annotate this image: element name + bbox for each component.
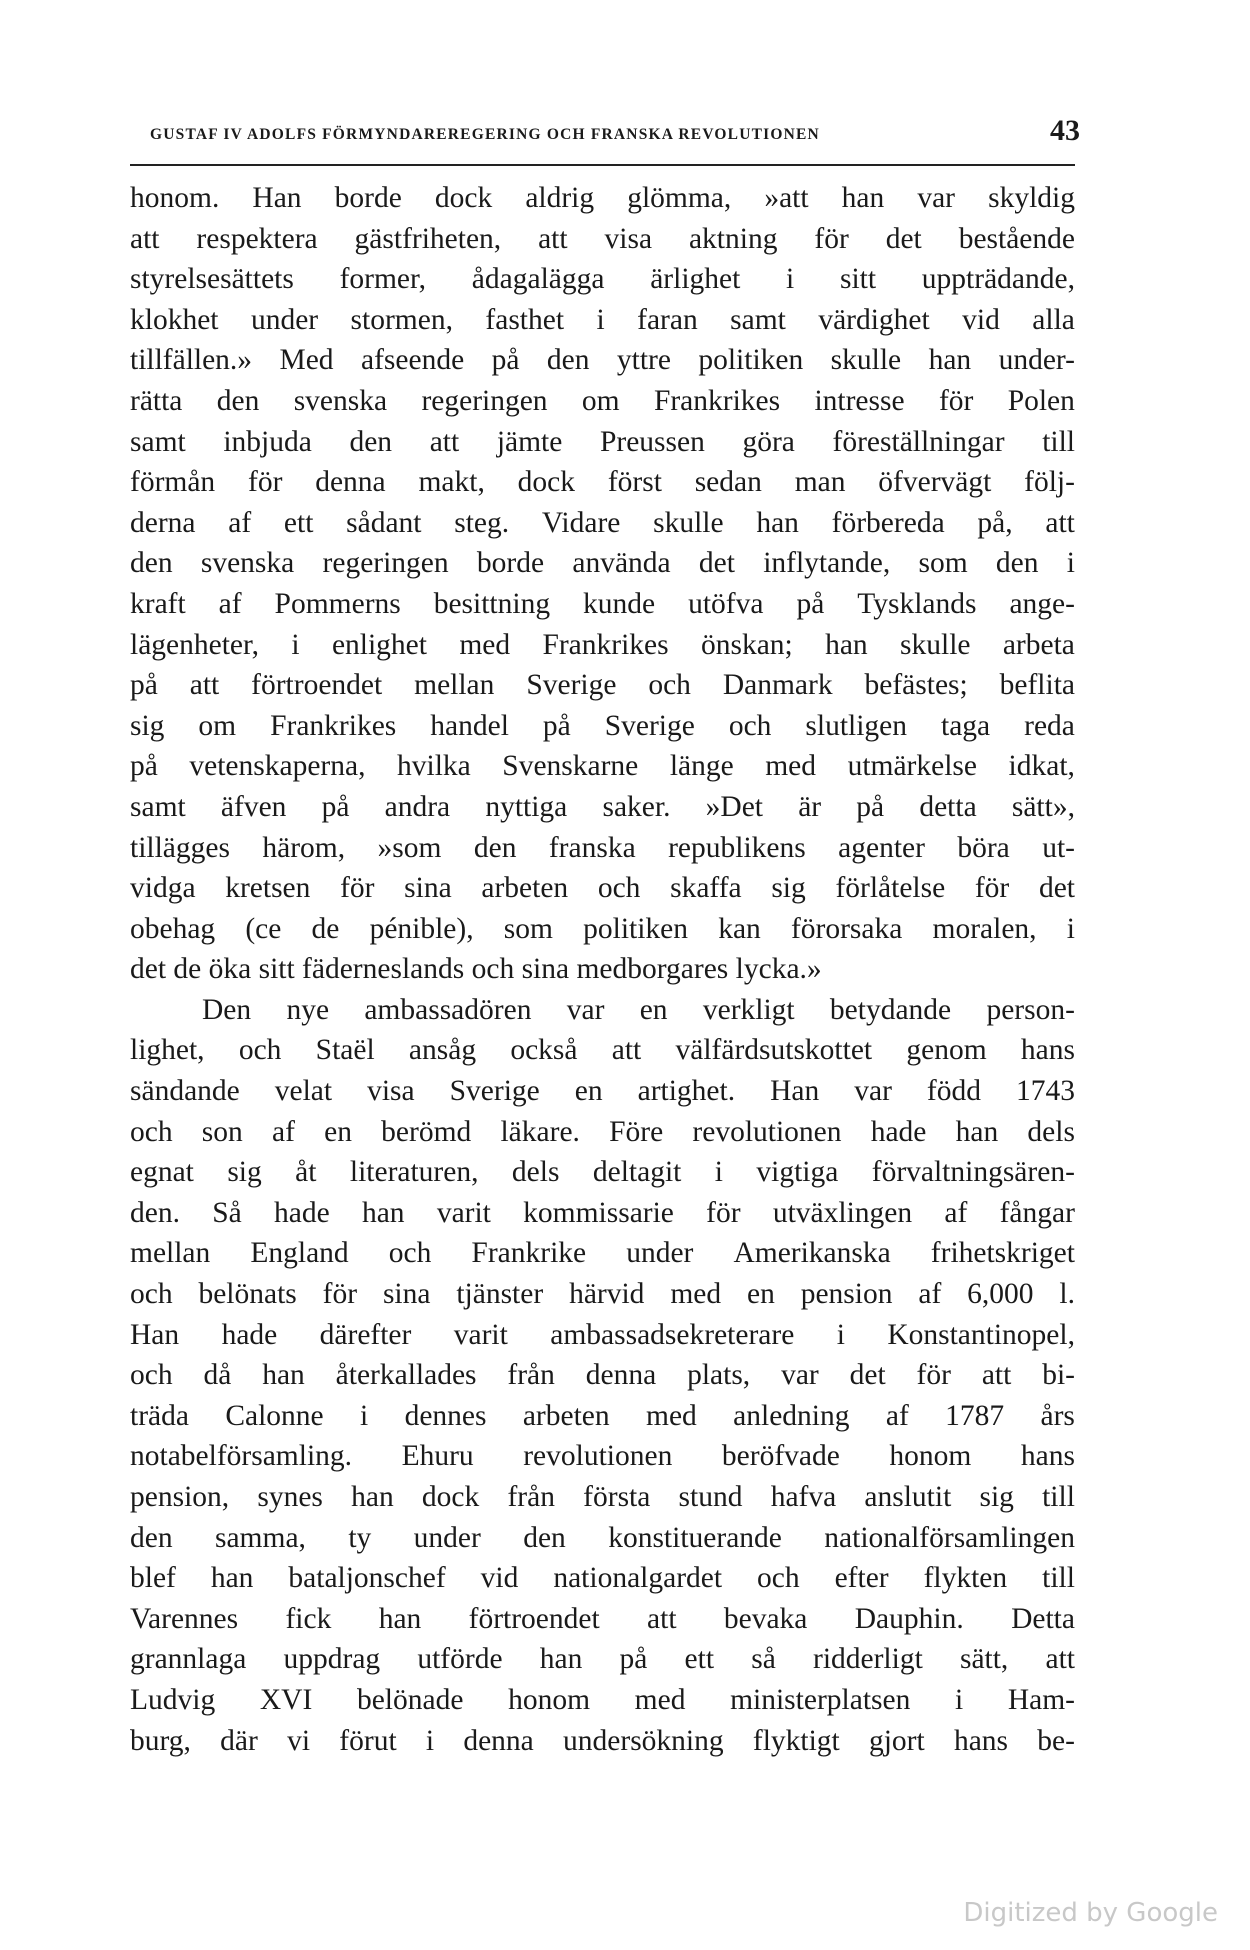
text-line: burg, där vi förut i denna undersökning flyktigt gjort hans be- [130, 1724, 1075, 1757]
text-line: tillägges härom, »som den franska republikens agenter böra ut- [130, 831, 1075, 864]
text-line: rätta den svenska regeringen om Frankrikes intresse för Polen [130, 384, 1075, 417]
text-line: styrelsesättets former, ådagalägga ärlighet i sitt uppträdande, [130, 263, 1075, 296]
text-line: Varennes fick han förtroendet att bevaka Dauphin. Detta [130, 1602, 1075, 1635]
running-title: GUSTAF IV ADOLFS FÖRMYNDAREREGERING OCH FRANSKA REVOLUTIONEN [150, 126, 820, 143]
text-line: vidga kretsen för sina arbeten och skaffa sig förlåtelse för det [130, 872, 1075, 905]
text-line: obehag (ce de pénible), som politiken kan förorsaka moralen, i [130, 912, 1075, 945]
text-line: på vetenskaperna, hvilka Svenskarne länge med utmärkelse idkat, [130, 750, 1075, 783]
text-line: träda Calonne i dennes arbeten med anledning af 1787 års [130, 1399, 1075, 1432]
text-line: Den nye ambassadören var en verkligt betydande person- [202, 993, 1075, 1026]
running-header [150, 114, 1080, 150]
text-line: den. Så hade han varit kommissarie för utväxlingen af fångar [130, 1196, 1075, 1229]
text-line: derna af ett sådant steg. Vidare skulle han förbereda på, att [130, 506, 1075, 539]
text-line: klokhet under stormen, fasthet i faran samt värdighet vid alla [130, 303, 1075, 336]
text-line: och son af en berömd läkare. Före revolutionen hade han dels [130, 1115, 1075, 1148]
text-line: det de öka sitt fäderneslands och sina medborgares lycka.» [130, 953, 822, 986]
text-line: lighet, och Staël ansåg också att välfärdsutskottet genom hans [130, 1034, 1075, 1067]
body-text [130, 178, 1075, 1761]
text-line: och då han återkallades från denna plats, var det för att bi- [130, 1359, 1075, 1392]
text-line: lägenheter, i enlighet med Frankrikes önskan; han skulle arbeta [130, 628, 1075, 661]
text-line: sändande velat visa Sverige en artighet. Han var född 1743 [130, 1075, 1075, 1108]
text-line: den samma, ty under den konstituerande nationalförsamlingen [130, 1521, 1075, 1554]
text-line: blef han bataljonschef vid nationalgardet och efter flykten till [130, 1562, 1075, 1595]
text-line: kraft af Pommerns besittning kunde utöfva på Tysklands ange- [130, 587, 1075, 620]
text-line: samt äfven på andra nyttiga saker. »Det är på detta sätt», [130, 790, 1075, 823]
google-watermark: Digitized by Google [963, 1898, 1218, 1928]
text-line: Ludvig XVI belönade honom med ministerplatsen i Ham- [130, 1683, 1075, 1716]
paragraph-2 [130, 990, 1075, 1761]
text-line: Han hade därefter varit ambassadsekreterare i Konstantinopel, [130, 1318, 1075, 1351]
text-line: att respektera gästfriheten, att visa aktning för det bestående [130, 222, 1075, 255]
header-rule [130, 164, 1075, 166]
text-line: tillfällen.» Med afseende på den yttre politiken skulle han under- [130, 344, 1075, 377]
text-line: egnat sig åt literaturen, dels deltagit i vigtiga förvaltningsären- [130, 1156, 1075, 1189]
text-line: grannlaga uppdrag utförde han på ett så ridderligt sätt, att [130, 1643, 1075, 1676]
text-line: samt inbjuda den att jämte Preussen göra föreställningar till [130, 425, 1075, 458]
text-line: mellan England och Frankrike under Amerikanska frihetskriget [130, 1237, 1075, 1270]
text-line: på att förtroendet mellan Sverige och Danmark befästes; beflita [130, 669, 1075, 702]
text-line: pension, synes han dock från första stund hafva anslutit sig till [130, 1481, 1075, 1513]
text-line: förmån för denna makt, dock först sedan man öfvervägt följ- [130, 466, 1075, 499]
text-line: sig om Frankrikes handel på Sverige och slutligen taga reda [130, 709, 1075, 742]
text-line: notabelförsamling. Ehuru revolutionen beröfvade honom hans [130, 1440, 1075, 1473]
text-line: honom. Han borde dock aldrig glömma, »att han var skyldig [130, 182, 1075, 214]
paragraph-1 [130, 178, 1075, 990]
text-line: den svenska regeringen borde använda det inflytande, som den i [130, 547, 1075, 580]
text-line: och belönats för sina tjänster härvid med en pension af 6,000 l. [130, 1278, 1075, 1311]
page-number: 43 [1050, 114, 1080, 147]
